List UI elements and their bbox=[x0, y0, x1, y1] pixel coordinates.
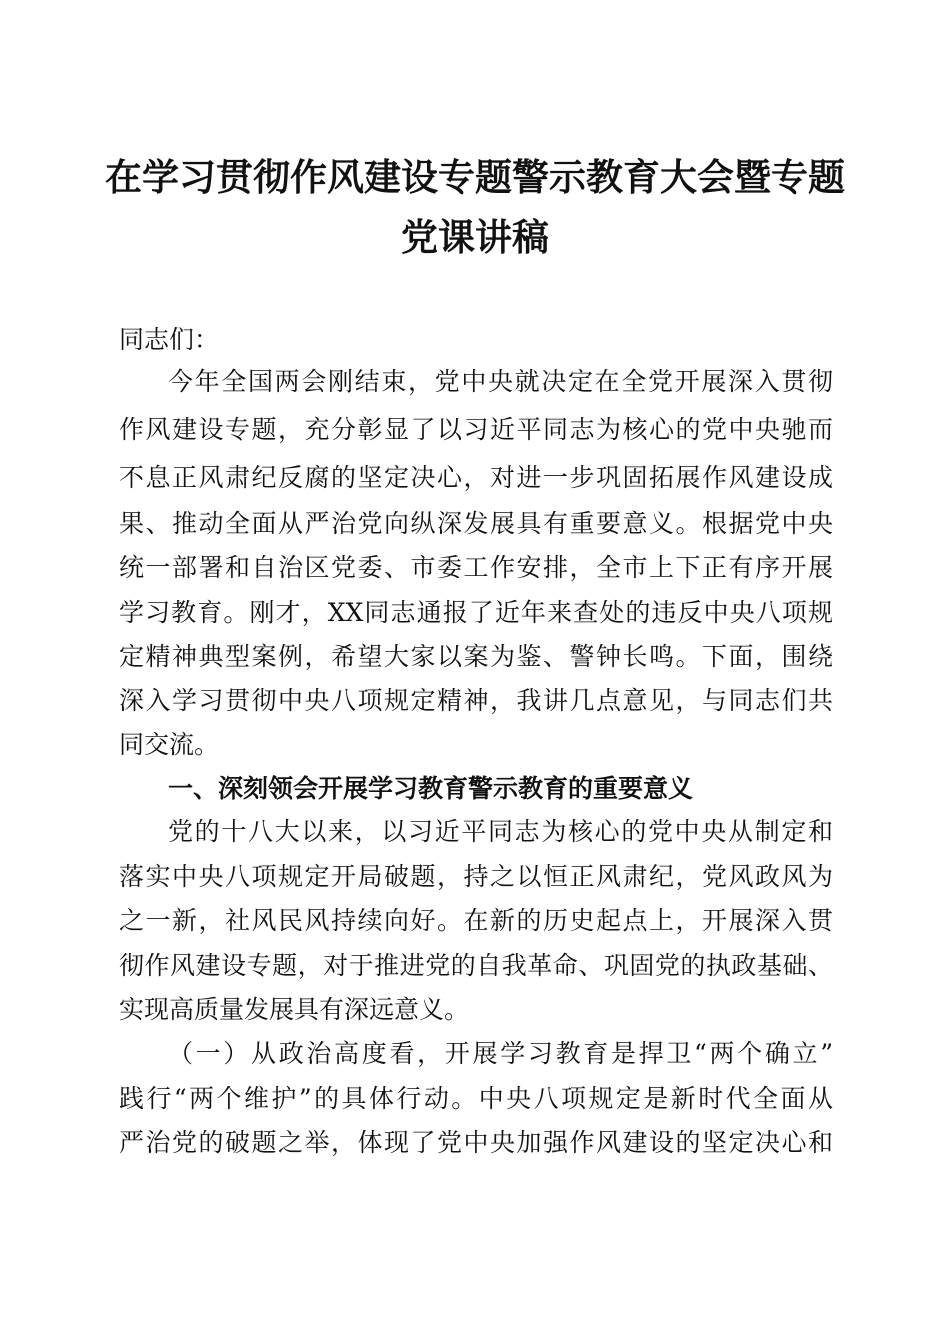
paragraph-line: 不息正风肃纪反腐的坚定决心，对进一步巩固拓展作风建设成 bbox=[119, 463, 833, 492]
paragraph-line: 统一部署和自治区党委、市委工作安排，全市上下正有序开展 bbox=[119, 553, 833, 582]
paragraph-line: 学习教育。刚才，XX同志通报了近年来查处的违反中央八项规 bbox=[119, 598, 833, 627]
paragraph-line: 深入学习贯彻中央八项规定精神，我讲几点意见，与同志们共 bbox=[119, 686, 833, 715]
paragraph-line: 之一新，社风民风持续向好。在新的历史起点上，开展深入贯 bbox=[119, 906, 833, 935]
paragraph-line: 定精神典型案例，希望大家以案为鉴、警钟长鸣。下面，围绕 bbox=[119, 642, 833, 671]
paragraph-line: 彻作风建设专题，对于推进党的自我革命、巩固党的执政基础、 bbox=[119, 951, 833, 980]
paragraph-line: 同交流。 bbox=[119, 730, 220, 759]
paragraph-line: 践行“两个维护”的具体行动。中央八项规定是新时代全面从 bbox=[119, 1084, 833, 1113]
paragraph-line: 实现高质量发展具有深远意义。 bbox=[119, 995, 470, 1024]
subsection-line: （一）从政治高度看，开展学习教育是捍卫“两个确立” bbox=[168, 1039, 833, 1068]
paragraph-line: 党的十八大以来，以习近平同志为核心的党中央从制定和 bbox=[168, 817, 833, 846]
document-title-line-2: 党课讲稿 bbox=[401, 215, 549, 259]
paragraph-line: 落实中央八项规定开局破题，持之以恒正风肃纪，党风政风为 bbox=[119, 862, 833, 891]
paragraph-line: 果、推动全面从严治党向纵深发展具有重要意义。根据党中央 bbox=[119, 509, 833, 538]
paragraph-line: 严治党的破题之举，体现了党中央加强作风建设的坚定决心和 bbox=[119, 1128, 833, 1157]
paragraph-line: 作风建设专题，充分彰显了以习近平同志为核心的党中央驰而 bbox=[119, 415, 833, 444]
document-title-line-1: 在学习贯彻作风建设专题警示教育大会暨专题 bbox=[105, 155, 845, 199]
section-heading: 一、深刻领会开展学习教育警示教育的重要意义 bbox=[168, 774, 694, 803]
paragraph-line: 今年全国两会刚结束，党中央就决定在全党开展深入贯彻 bbox=[168, 367, 833, 396]
salutation: 同志们： bbox=[119, 325, 220, 354]
